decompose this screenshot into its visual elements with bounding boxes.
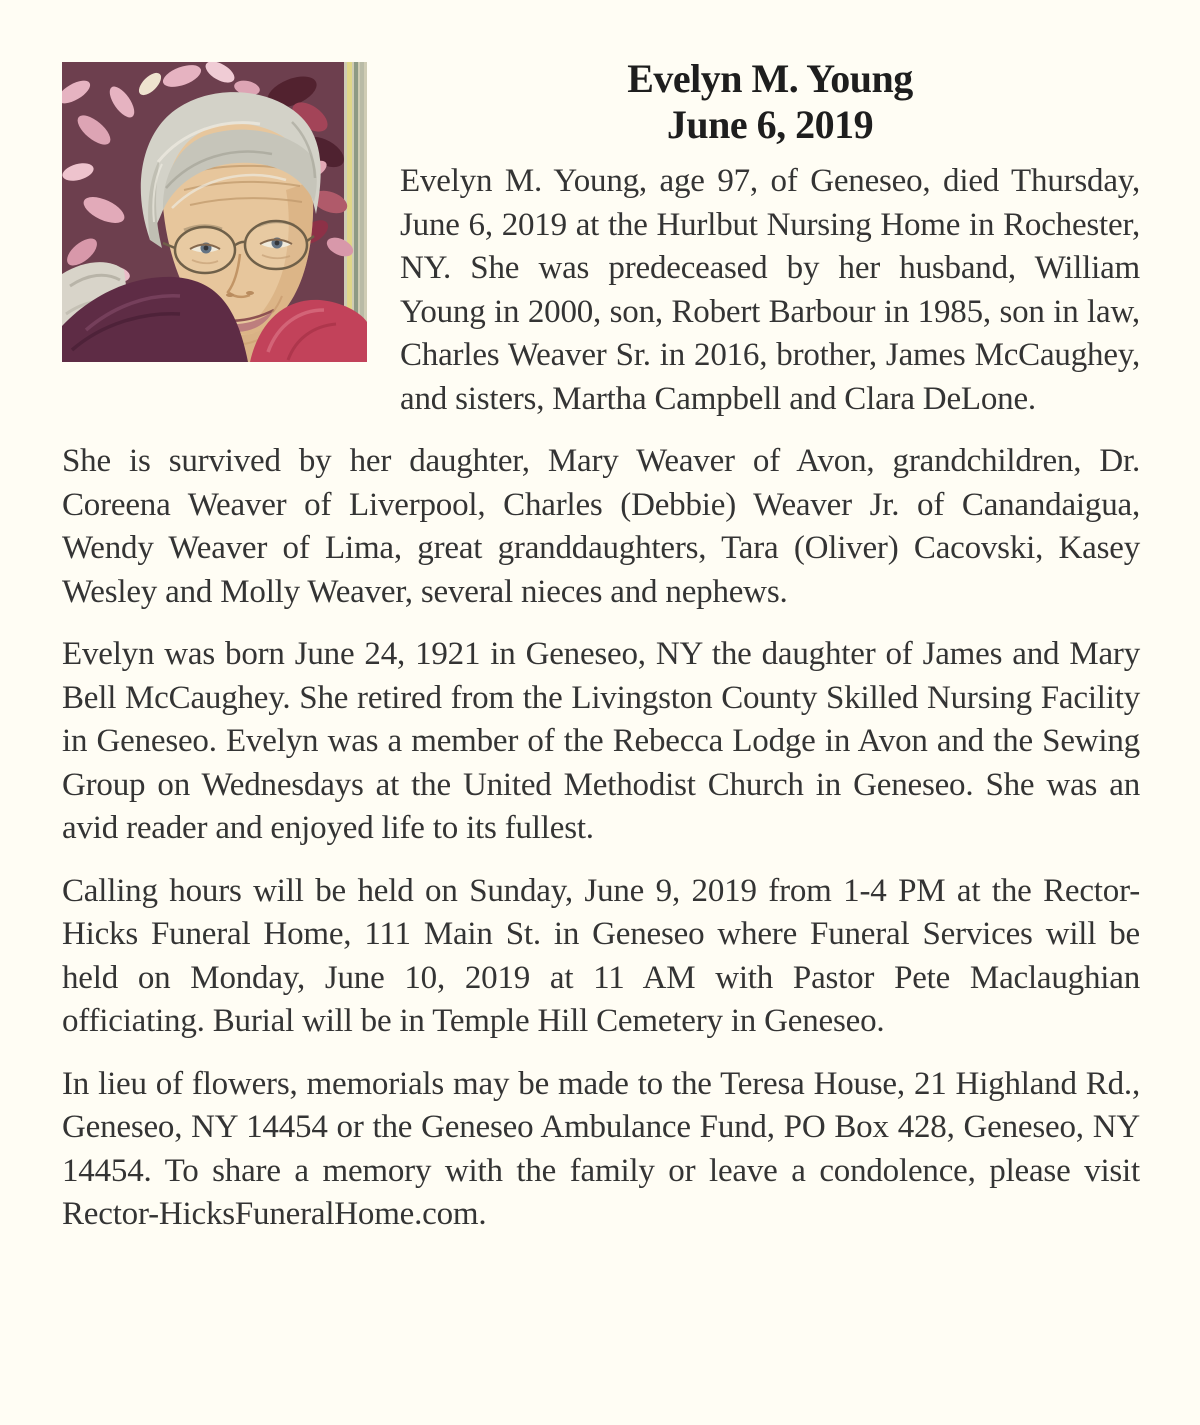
obituary-paragraph-4: Calling hours will be held on Sunday, June 9, 2019 from 1-4 PM at the Rector-Hicks Funeral Home, 111 Main St. in Geneseo where Funeral Services will be held on Monday, June 10, 2019 at 11 AM with Pastor Pete Maclaughian officiating. Burial will be in Temple Hill Cemetery in Geneseo. <box>62 872 1140 1039</box>
obituary-paragraph-5: In lieu of flowers, memorials may be made to the Teresa House, 21 Highland Rd., Geneseo, NY 14454 or the Geneseo Ambulance Fund, PO Box 428, Geneseo, NY 14454. To share a memory with the family or leave a condolence, please visit Rector-HicksFuneralHome.com. <box>62 1065 1140 1232</box>
obituary-paragraph-1: Evelyn M. Young, age 97, of Geneseo, died Thursday, June 6, 2019 at the Hurlbut Nursing Home in Rochester, NY. She was predeceased by her husband, William Young in 2000, son, Robert Barbour in 1985, son in law, Charles Weaver Sr. in 2016, brother, James McCaughey, and sisters, Martha Campbell and Clara DeLone. <box>400 163 1140 417</box>
obituary-paragraph-3: Evelyn was born June 24, 1921 in Geneseo, NY the daughter of James and Mary Bell McCaughey. She retired from the Livingston County Skilled Nursing Facility in Geneseo. Evelyn was a member of the Rebecca Lodge in Avon and the Sewing Group on Wednesdays at the United Methodist Church in Geneseo. She was an avid reader and enjoyed life to its fullest. <box>62 636 1140 846</box>
portrait-photo <box>62 62 367 362</box>
obituary-date-heading: June 6, 2019 <box>666 102 874 147</box>
portrait-illustration <box>62 62 367 362</box>
obituary-name-heading: Evelyn M. Young <box>627 56 913 101</box>
obituary-paragraph-2: She is survived by her daughter, Mary Weaver of Avon, grandchildren, Dr. Coreena Weaver of Liverpool, Charles (Debbie) Weaver Jr. of Canandaigua, Wendy Weaver of Lima, great granddaughters, Tara (Oliver) Cacovski, Kasey Wesley and Molly Weaver, several nieces and nephews. <box>62 443 1140 610</box>
